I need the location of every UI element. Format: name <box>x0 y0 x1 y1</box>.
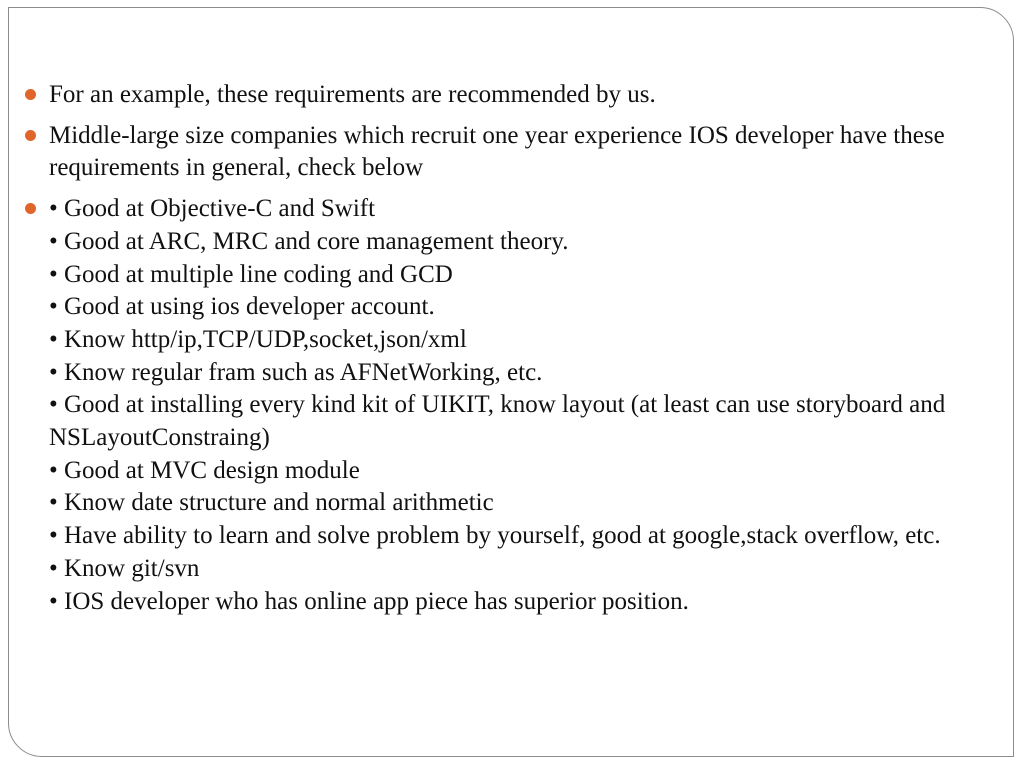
bullet-item-example <box>21 79 996 112</box>
requirement-line: • Know http/ip,TCP/UDP,socket,json/xml <box>49 325 467 353</box>
slide-frame <box>8 7 1014 757</box>
requirement-line: • Good at MVC design module <box>49 456 360 484</box>
bullet-dot-icon <box>25 89 36 100</box>
bullet-text: For an example, these requirements are recommended by us. <box>49 81 656 108</box>
bullet-dot-icon <box>25 130 36 141</box>
requirement-line: • Good at installing every kind kit of UIKIT, know layout (at least can use storyboard and NSLayoutConstraing) <box>49 391 946 452</box>
requirement-line: • IOS developer who has online app piece has superior position. <box>49 587 689 615</box>
bullet-text: Middle-large size companies which recruit one year experience IOS developer have these requirements in general, check below <box>49 121 945 182</box>
requirement-line: • Know git/svn <box>49 554 200 582</box>
requirement-line: • Have ability to learn and solve problem by yourself, good at google,stack overflow, etc. <box>49 522 941 550</box>
bullet-dot-icon <box>25 203 36 214</box>
bullet-item-requirements <box>21 193 996 618</box>
requirement-line: • Know regular fram such as AFNetWorking, etc. <box>49 358 543 386</box>
bullet-item-companies <box>21 120 996 185</box>
requirement-line: • Know date structure and normal arithmetic <box>49 489 494 517</box>
slide-content <box>21 79 996 626</box>
requirement-line: • Good at ARC, MRC and core management theory. <box>49 227 569 255</box>
requirement-line: • Good at Objective-C and Swift <box>49 195 376 223</box>
requirement-line: • Good at using ios developer account. <box>49 293 435 321</box>
requirement-line: • Good at multiple line coding and GCD <box>49 260 453 288</box>
